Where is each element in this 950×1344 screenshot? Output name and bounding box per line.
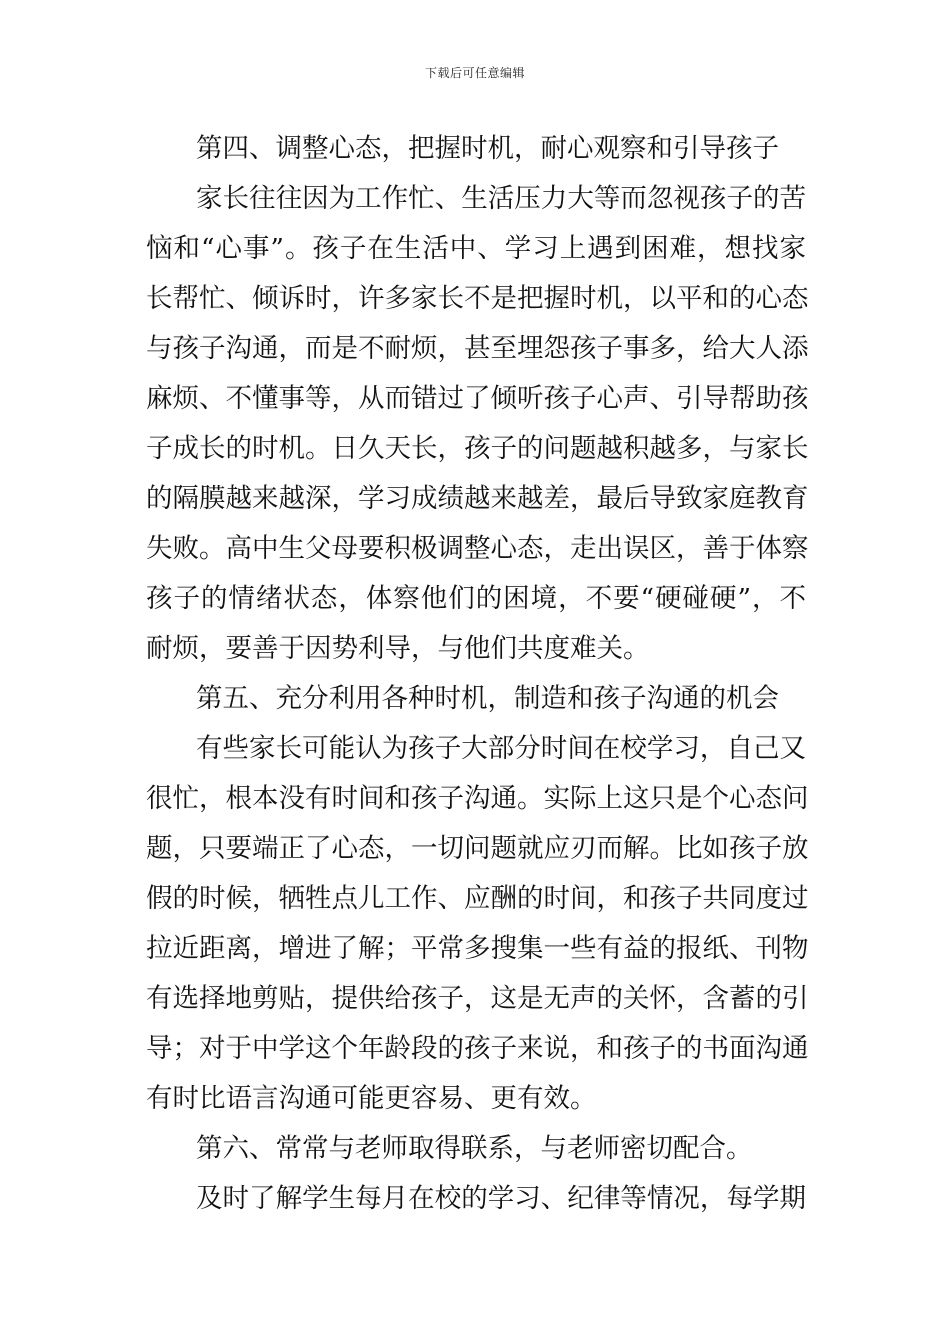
paragraph-line: 有些家长可能认为孩子大部分时间在校学习，自己又 — [196, 733, 806, 764]
paragraph-line: 长帮忙、倾诉时，许多家长不是把握时机，以平和的心态 — [146, 283, 809, 314]
paragraph-line: 耐烦，要善于因势利导，与他们共度难关。 — [146, 633, 650, 664]
paragraph-line: 有选择地剪贴，提供给孩子，这是无声的关怀，含蓄的引 — [146, 983, 809, 1014]
paragraph-line: 麻烦、不懂事等，从而错过了倾听孩子心声、引导帮助孩 — [146, 383, 809, 414]
paragraph-line: 孩子的情绪状态，体察他们的困境，不要“硬碰硬”，不 — [146, 583, 806, 614]
paragraph-line: 拉近距离，增进了解；平常多搜集一些有益的报纸、刊物 — [146, 933, 809, 964]
paragraph-line: 子成长的时机。日久天长，孩子的问题越积越多，与家长 — [146, 433, 809, 464]
paragraph-line: 假的时候，牺牲点儿工作、应酬的时间，和孩子共同度过 — [146, 883, 809, 914]
paragraph-line: 导；对于中学这个年龄段的孩子来说，和孩子的书面沟通 — [146, 1033, 809, 1064]
paragraph-line: 恼和“心事”。孩子在生活中、学习上遇到困难，想找家 — [146, 233, 806, 264]
paragraph-line: 及时了解学生每月在校的学习、纪律等情况，每学期 — [196, 1183, 806, 1214]
paragraph-line: 家长往往因为工作忙、生活压力大等而忽视孩子的苦 — [196, 183, 806, 214]
page-header-caption: 下载后可任意编辑 — [424, 66, 525, 80]
document-body — [146, 124, 809, 1224]
section-heading-6: 第六、常常与老师取得联系，与老师密切配合。 — [196, 1133, 753, 1164]
paragraph-line: 失败。高中生父母要积极调整心态，走出误区，善于体察 — [146, 533, 809, 564]
paragraph-line: 的隔膜越来越深，学习成绩越来越差，最后导致家庭教育 — [146, 483, 809, 514]
section-heading-4: 第四、调整心态，把握时机，耐心观察和引导孩子 — [196, 133, 779, 164]
paragraph-line: 与孩子沟通，而是不耐烦，甚至埋怨孩子事多，给大人添 — [146, 333, 809, 364]
section-heading-5: 第五、充分利用各种时机，制造和孩子沟通的机会 — [196, 683, 779, 714]
paragraph-line: 很忙，根本没有时间和孩子沟通。实际上这只是个心态问 — [146, 783, 809, 814]
paragraph-line: 有时比语言沟通可能更容易、更有效。 — [146, 1083, 597, 1114]
paragraph-line: 题，只要端正了心态，一切问题就应刃而解。比如孩子放 — [146, 833, 809, 864]
